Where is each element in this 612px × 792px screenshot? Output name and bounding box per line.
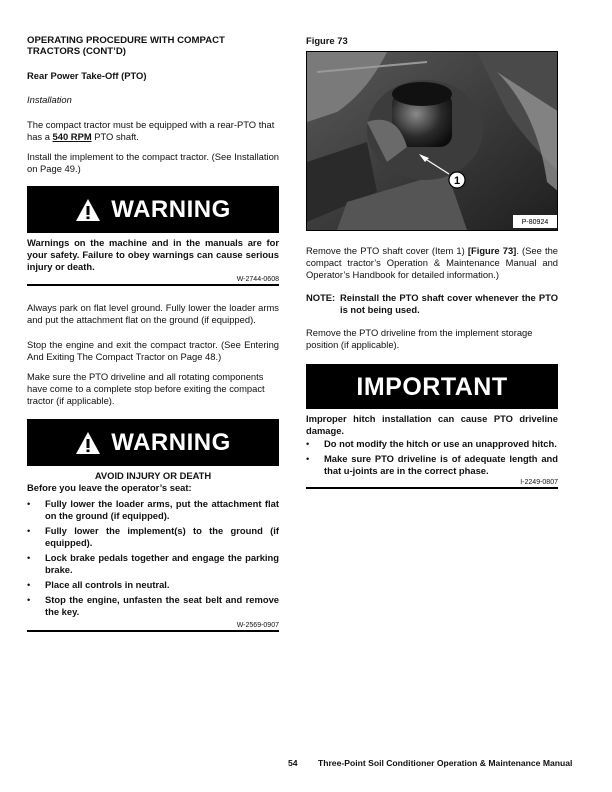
warning-code-1: W-2744-0608 (236, 276, 279, 283)
warning-box-2 (27, 419, 279, 632)
paragraph-park: Always park on flat level ground. Fully lower the loader arms and put the attachment flat on the ground (if equipped). (27, 302, 279, 325)
paragraph-rear-pto: The compact tractor must be equipped with a rear-PTO that has a 540 RPM PTO shaft. (27, 119, 275, 142)
warning-lead-2: Before you leave the operator’s seat: (27, 482, 192, 493)
list-item: • Fully lower the implement(s) to the ground (if equipped). (27, 525, 279, 549)
pto-shaft-cover-photo (307, 52, 558, 230)
subsection-title: Installation (27, 94, 72, 105)
page-number: 54 (288, 758, 298, 768)
divider (306, 487, 558, 489)
right-column (306, 35, 558, 489)
figure-code: P-80924 (521, 219, 549, 226)
warning-list-2 (27, 498, 279, 618)
rpm-value: 540 RPM (52, 131, 92, 142)
warning-triangle-icon (75, 198, 101, 222)
important-text: Improper hitch installation can cause PTO driveline damage. (306, 413, 558, 436)
note (306, 292, 558, 316)
list-item: • Fully lower the loader arms, put the attachment flat on the ground (if equipped). (27, 498, 279, 522)
left-column (27, 35, 279, 632)
warning-banner-2 (27, 419, 279, 466)
paragraph-remove-cover: Remove the PTO shaft cover (Item 1) [Figure 73]. (See the compact tractor’s Operation & Maintenance Manual and Operator’s Handbook for detailed information.) (306, 245, 558, 280)
warning-code-2: W-2569-0907 (236, 622, 279, 629)
list-item: • Lock brake pedals together and engage the parking brake. (27, 552, 279, 576)
note-text: Reinstall the PTO shaft cover whenever the PTO is not being used. (340, 292, 558, 315)
warning-triangle-icon (75, 431, 101, 455)
list-item: • Make sure PTO driveline is of adequate length and that u-joints are in the correct phase. (306, 453, 558, 477)
page-footer (288, 758, 572, 768)
figure-callout: 1 (453, 175, 461, 187)
paragraph-rotating: Make sure the PTO driveline and all rotating components have come to a complete stop before exiting the compact tractor (if applicable). (27, 371, 265, 406)
important-label: IMPORTANT (356, 372, 508, 401)
paragraph-install: Install the implement to the compact tractor. (See Installation on Page 49.) (27, 151, 279, 174)
manual-title: Three-Point Soil Conditioner Operation & Maintenance Manual (317, 758, 573, 768)
warning-box-1 (27, 186, 279, 286)
list-item: • Stop the engine, unfasten the seat belt and remove the key. (27, 594, 279, 618)
important-code: I-2249-0807 (520, 479, 558, 486)
important-box (306, 364, 558, 489)
divider (27, 284, 279, 286)
figure-photo (306, 51, 558, 231)
figure-reference: [Figure 73] (467, 245, 517, 256)
note-label: NOTE: (306, 292, 336, 303)
warning-text-1: Warnings on the machine and in the manuals are for your safety. Failure to obey warnings can cause serious injury or death. (27, 237, 279, 272)
figure-label: Figure 73 (306, 35, 348, 46)
warning-title-2: AVOID INJURY OR DEATH (94, 470, 212, 481)
warning-label-2: WARNING (111, 428, 231, 456)
important-banner (306, 364, 558, 409)
section-title: Rear Power Take-Off (PTO) (27, 70, 147, 81)
page-heading: OPERATING PROCEDURE WITH COMPACT TRACTORS (CONT’D) (27, 35, 225, 57)
divider (27, 630, 279, 632)
important-list (306, 438, 558, 477)
list-item: • Do not modify the hitch or use an unapproved hitch. (306, 438, 558, 450)
warning-label-1: WARNING (111, 195, 231, 223)
paragraph-stop-engine: Stop the engine and exit the compact tractor. (See Entering And Exiting The Compact Tractor on Page 48.) (27, 339, 279, 362)
list-item: • Place all controls in neutral. (27, 579, 279, 591)
paragraph-remove-driveline: Remove the PTO driveline from the implement storage position (if applicable). (306, 327, 533, 350)
warning-banner-1 (27, 186, 279, 233)
